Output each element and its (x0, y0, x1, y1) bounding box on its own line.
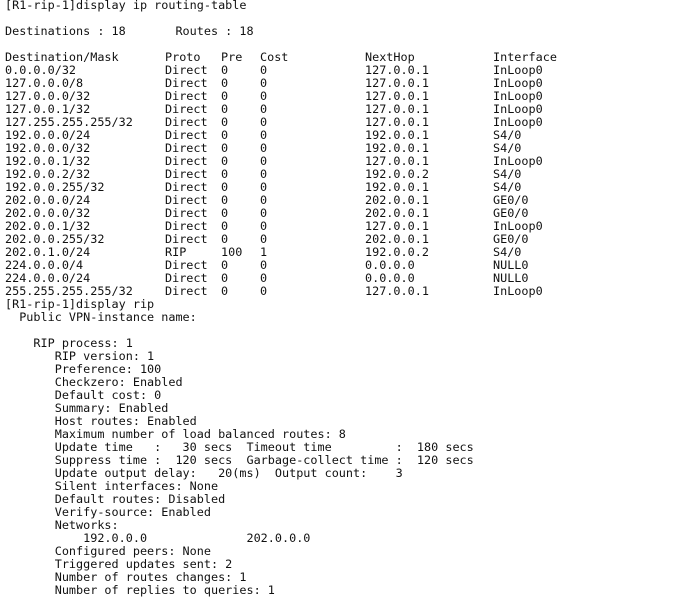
route-interface: S4/0 (493, 180, 522, 194)
route-cost: 0 (260, 258, 268, 272)
route-pre: 0 (221, 284, 229, 298)
route-destination: 127.0.0.1/32 (5, 102, 91, 116)
route-pre: 0 (221, 180, 229, 194)
route-proto: Direct (165, 102, 208, 116)
table-row (5, 142, 670, 155)
table-row (5, 233, 670, 246)
route-proto: Direct (165, 115, 208, 129)
route-proto: Direct (165, 128, 208, 142)
route-cost: 0 (260, 206, 268, 220)
route-proto: Direct (165, 141, 208, 155)
table-row (5, 246, 670, 259)
route-interface: InLoop0 (493, 89, 543, 103)
route-nexthop: 192.0.0.1 (365, 128, 429, 142)
route-interface: GE0/0 (493, 232, 529, 246)
route-nexthop: 202.0.0.1 (365, 206, 429, 220)
column-header-interface: Interface (493, 50, 557, 64)
route-cost: 0 (260, 232, 268, 246)
route-interface: GE0/0 (493, 206, 529, 220)
rip-output-line: Host routes: Enabled (5, 414, 197, 428)
route-pre: 0 (221, 76, 229, 90)
route-cost: 0 (260, 284, 268, 298)
table-row (5, 259, 670, 272)
route-nexthop: 0.0.0.0 (365, 258, 415, 272)
route-destination: 192.0.0.2/32 (5, 167, 91, 181)
route-proto: Direct (165, 63, 208, 77)
route-cost: 0 (260, 154, 268, 168)
rip-output-line: Checkzero: Enabled (5, 375, 183, 389)
route-pre: 0 (221, 206, 229, 220)
route-interface: S4/0 (493, 245, 522, 259)
route-proto: Direct (165, 154, 208, 168)
route-interface: S4/0 (493, 128, 522, 142)
table-row (5, 207, 670, 220)
rip-output-line: Verify-source: Enabled (5, 505, 211, 519)
route-interface: InLoop0 (493, 154, 543, 168)
route-pre: 0 (221, 89, 229, 103)
route-nexthop: 0.0.0.0 (365, 271, 415, 285)
rip-output-line: Number of routes changes: 1 (5, 570, 247, 584)
table-row (5, 194, 670, 207)
routing-table-header (5, 51, 670, 64)
route-proto: Direct (165, 206, 208, 220)
route-pre: 0 (221, 167, 229, 181)
route-interface: InLoop0 (493, 219, 543, 233)
route-nexthop: 202.0.0.1 (365, 232, 429, 246)
route-interface: InLoop0 (493, 63, 543, 77)
route-cost: 0 (260, 167, 268, 181)
rip-output-line: Summary: Enabled (5, 401, 169, 415)
routing-table-rows (5, 64, 670, 298)
column-header-cost: Cost (260, 50, 289, 64)
route-pre: 0 (221, 193, 229, 207)
route-destination: 192.0.0.255/32 (5, 180, 105, 194)
column-header-pre: Pre (221, 50, 243, 64)
route-nexthop: 127.0.0.1 (365, 89, 429, 103)
table-row (5, 64, 670, 77)
route-destination: 202.0.0.1/32 (5, 219, 91, 233)
route-proto: Direct (165, 232, 208, 246)
terminal-window[interactable] (5, 0, 670, 603)
rip-output-line: Networks: (5, 518, 119, 532)
route-proto: Direct (165, 89, 208, 103)
route-proto: RIP (165, 245, 187, 259)
rip-output (5, 298, 670, 597)
route-pre: 0 (221, 115, 229, 129)
route-cost: 0 (260, 115, 268, 129)
column-header-nexthop: NextHop (365, 50, 415, 64)
routing-summary: Destinations : 18 Routes : 18 (5, 24, 254, 38)
route-pre: 0 (221, 141, 229, 155)
route-destination: 202.0.0.0/32 (5, 206, 91, 220)
rip-output-line: Number of replies to queries: 1 (5, 583, 275, 597)
route-interface: InLoop0 (493, 284, 543, 298)
route-cost: 0 (260, 102, 268, 116)
route-nexthop: 127.0.0.1 (365, 219, 429, 233)
route-interface: S4/0 (493, 167, 522, 181)
column-header-proto: Proto (165, 50, 201, 64)
route-cost: 0 (260, 63, 268, 77)
route-proto: Direct (165, 284, 208, 298)
route-nexthop: 127.0.0.1 (365, 115, 429, 129)
route-pre: 0 (221, 63, 229, 77)
route-cost: 1 (260, 245, 268, 259)
column-header-destination: Destination/Mask (5, 50, 119, 64)
route-destination: 202.0.0.255/32 (5, 232, 105, 246)
route-interface: InLoop0 (493, 76, 543, 90)
table-row (5, 77, 670, 90)
rip-output-line: Configured peers: None (5, 544, 211, 558)
route-proto: Direct (165, 76, 208, 90)
route-nexthop: 127.0.0.1 (365, 154, 429, 168)
route-nexthop: 127.0.0.1 (365, 102, 429, 116)
route-destination: 202.0.1.0/24 (5, 245, 91, 259)
route-proto: Direct (165, 167, 208, 181)
route-pre: 100 (221, 245, 243, 259)
table-row (5, 168, 670, 181)
route-destination: 255.255.255.255/32 (5, 284, 133, 298)
route-nexthop: 192.0.0.1 (365, 141, 429, 155)
route-pre: 0 (221, 102, 229, 116)
route-destination: 192.0.0.1/32 (5, 154, 91, 168)
rip-output-line: 192.0.0.0 202.0.0.0 (5, 531, 311, 545)
route-nexthop: 192.0.0.1 (365, 180, 429, 194)
route-cost: 0 (260, 141, 268, 155)
route-nexthop: 127.0.0.1 (365, 284, 429, 298)
route-proto: Direct (165, 258, 208, 272)
rip-output-line: RIP process: 1 (5, 336, 133, 350)
table-row (5, 181, 670, 194)
table-row (5, 220, 670, 233)
route-pre: 0 (221, 219, 229, 233)
rip-output-line: Default routes: Disabled (5, 492, 226, 506)
rip-output-line: Maximum number of load balanced routes: 8 (5, 427, 346, 441)
route-proto: Direct (165, 180, 208, 194)
route-nexthop: 192.0.0.2 (365, 245, 429, 259)
route-interface: NULL0 (493, 258, 529, 272)
route-cost: 0 (260, 219, 268, 233)
route-proto: Direct (165, 271, 208, 285)
route-proto: Direct (165, 219, 208, 233)
table-row (5, 155, 670, 168)
table-row (5, 129, 670, 142)
route-nexthop: 202.0.0.1 (365, 193, 429, 207)
rip-output-line: Public VPN-instance name: (5, 310, 197, 324)
route-cost: 0 (260, 76, 268, 90)
rip-output-line: Update output delay: 20(ms) Output count: 3 (5, 466, 403, 480)
route-cost: 0 (260, 128, 268, 142)
route-destination: 127.0.0.0/32 (5, 89, 91, 103)
route-nexthop: 192.0.0.2 (365, 167, 429, 181)
route-interface: NULL0 (493, 271, 529, 285)
rip-output-line: Triggered updates sent: 2 (5, 557, 233, 571)
route-interface: InLoop0 (493, 102, 543, 116)
route-cost: 0 (260, 271, 268, 285)
route-pre: 0 (221, 232, 229, 246)
rip-output-line: Preference: 100 (5, 362, 162, 376)
route-cost: 0 (260, 89, 268, 103)
route-nexthop: 127.0.0.1 (365, 63, 429, 77)
route-pre: 0 (221, 258, 229, 272)
rip-output-line: Update time : 30 secs Timeout time : 180 secs (5, 440, 474, 454)
table-row (5, 90, 670, 103)
rip-output-line: Default cost: 0 (5, 388, 162, 402)
route-pre: 0 (221, 154, 229, 168)
table-row (5, 116, 670, 129)
rip-output-line: Silent interfaces: None (5, 479, 219, 493)
route-destination: 224.0.0.0/4 (5, 258, 84, 272)
route-destination: 192.0.0.0/32 (5, 141, 91, 155)
route-interface: GE0/0 (493, 193, 529, 207)
route-destination: 192.0.0.0/24 (5, 128, 91, 142)
route-cost: 0 (260, 193, 268, 207)
route-pre: 0 (221, 271, 229, 285)
route-interface: InLoop0 (493, 115, 543, 129)
rip-output-line: Suppress time : 120 secs Garbage-collect time : 120 secs (5, 453, 474, 467)
route-destination: 202.0.0.0/24 (5, 193, 91, 207)
route-nexthop: 127.0.0.1 (365, 76, 429, 90)
rip-output-line: RIP version: 1 (5, 349, 155, 363)
route-destination: 127.0.0.0/8 (5, 76, 84, 90)
route-destination: 127.255.255.255/32 (5, 115, 133, 129)
route-pre: 0 (221, 128, 229, 142)
route-destination: 0.0.0.0/32 (5, 63, 77, 77)
route-proto: Direct (165, 193, 208, 207)
table-row (5, 285, 670, 298)
rip-output-line: [R1-rip-1]display rip (5, 297, 155, 311)
route-destination: 224.0.0.0/24 (5, 271, 91, 285)
routing-table-command: [R1-rip-1]display ip routing-table (5, 0, 247, 12)
route-cost: 0 (260, 180, 268, 194)
route-interface: S4/0 (493, 141, 522, 155)
